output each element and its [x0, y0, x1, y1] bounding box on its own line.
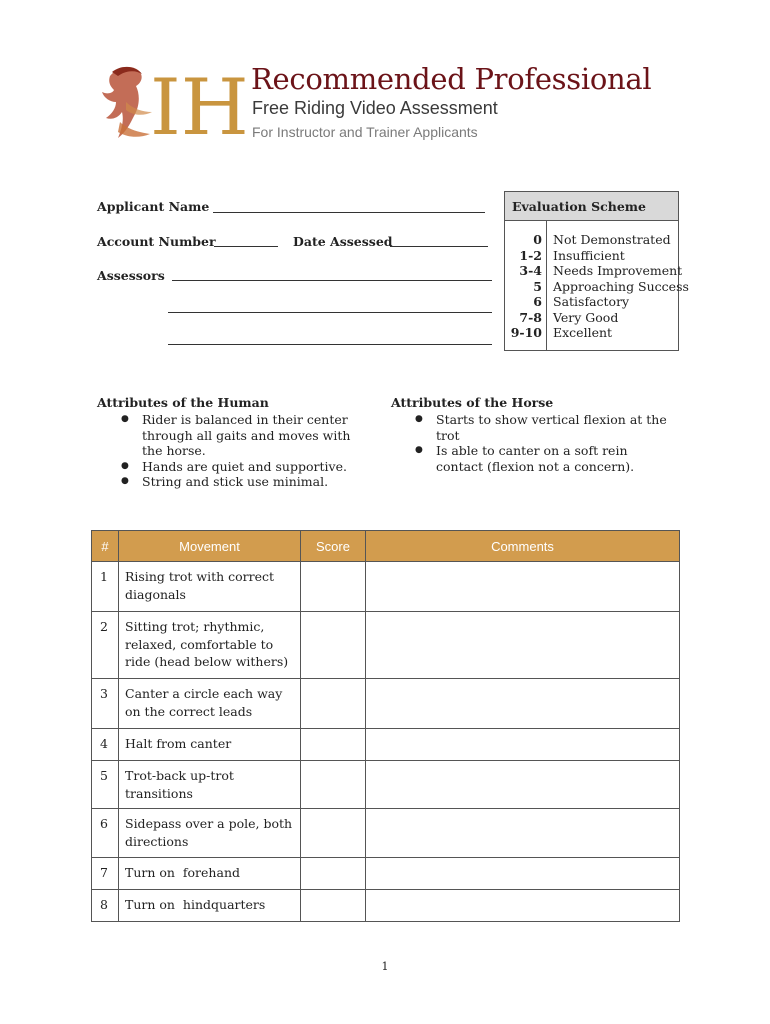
eval-score-0: 0	[533, 232, 542, 247]
table-row	[92, 890, 680, 922]
row-number: 6	[92, 809, 119, 858]
date-assessed-field[interactable]	[390, 246, 488, 247]
movement-cell: Sidepass over a pole, both directions	[119, 809, 301, 858]
row-number: 2	[92, 612, 119, 679]
score-cell[interactable]	[301, 729, 366, 761]
eval-score-1: 1-2	[519, 248, 542, 263]
score-cell[interactable]	[301, 890, 366, 922]
col-header-comments: Comments	[366, 531, 680, 562]
account-number-label: Account Number	[97, 234, 216, 249]
movement-cell: Rising trot with correct diagonals	[119, 562, 301, 612]
score-cell[interactable]	[301, 612, 366, 679]
table-row	[92, 729, 680, 761]
human-attributes-list	[118, 412, 358, 490]
comments-cell[interactable]	[366, 612, 680, 679]
date-assessed-label: Date Assessed	[293, 234, 393, 249]
assessor-field-3[interactable]	[168, 344, 492, 345]
page-number: 1	[381, 960, 389, 973]
row-number: 3	[92, 679, 119, 729]
table-row	[92, 809, 680, 858]
page-title: Recommended Professional	[251, 62, 652, 96]
comments-cell[interactable]	[366, 679, 680, 729]
logo	[96, 62, 246, 144]
eval-label-4: Satisfactory	[553, 294, 630, 309]
assessor-field-1[interactable]	[172, 280, 492, 281]
score-cell[interactable]	[301, 679, 366, 729]
table-row	[92, 761, 680, 809]
table-row	[92, 679, 680, 729]
movement-cell: Turn on forehand	[119, 858, 301, 890]
movement-cell: Halt from canter	[119, 729, 301, 761]
page-subtitle: Free Riding Video Assessment	[252, 98, 498, 118]
row-number: 8	[92, 890, 119, 922]
comments-cell[interactable]	[366, 729, 680, 761]
score-cell[interactable]	[301, 858, 366, 890]
col-header-num: #	[92, 531, 119, 562]
eval-score-4: 6	[533, 294, 542, 309]
col-header-movement: Movement	[119, 531, 301, 562]
score-cell[interactable]	[301, 809, 366, 858]
applicant-name-label: Applicant Name	[97, 199, 210, 214]
comments-cell[interactable]	[366, 890, 680, 922]
row-number: 7	[92, 858, 119, 890]
list-item: ● Hands are quiet and supportive.	[118, 459, 358, 475]
movement-cell: Canter a circle each way on the correct leads	[119, 679, 301, 729]
eval-label-1: Insufficient	[553, 248, 625, 263]
movement-cell: Turn on hindquarters	[119, 890, 301, 922]
table-row	[92, 562, 680, 612]
horse-attributes-title: Attributes of the Horse	[391, 395, 554, 410]
eval-label-6: Excellent	[553, 325, 613, 340]
comments-cell[interactable]	[366, 761, 680, 809]
row-number: 5	[92, 761, 119, 809]
eval-label-2: Needs Improvement	[553, 263, 683, 278]
table-row	[92, 612, 680, 679]
human-attributes-title: Attributes of the Human	[97, 395, 269, 410]
movement-table	[91, 530, 680, 922]
score-cell[interactable]	[301, 761, 366, 809]
eval-score-3: 5	[533, 279, 542, 294]
list-item: ● Rider is balanced in their center through all gaits and moves with the horse.	[118, 412, 358, 459]
list-item: ● Starts to show vertical flexion at the trot	[412, 412, 672, 443]
evaluation-scheme-title: Evaluation Scheme	[505, 192, 678, 221]
table-row	[92, 858, 680, 890]
eval-label-3: Approaching Success	[553, 279, 689, 294]
applicant-name-field[interactable]	[213, 212, 485, 213]
row-number: 1	[92, 562, 119, 612]
movement-cell: Trot-back up-trot transitions	[119, 761, 301, 809]
movement-cell: Sitting trot; rhythmic, relaxed, comfortable to ride (head below withers)	[119, 612, 301, 679]
evaluation-scheme-divider	[546, 221, 547, 350]
col-header-score: Score	[301, 531, 366, 562]
comments-cell[interactable]	[366, 562, 680, 612]
comments-cell[interactable]	[366, 858, 680, 890]
eval-score-6: 9-10	[510, 325, 542, 340]
horse-logo-icon	[96, 62, 246, 144]
account-number-field[interactable]	[214, 246, 278, 247]
row-number: 4	[92, 729, 119, 761]
horse-attributes-list	[412, 412, 672, 474]
eval-label-5: Very Good	[553, 310, 619, 325]
assessor-field-2[interactable]	[168, 312, 492, 313]
score-cell[interactable]	[301, 562, 366, 612]
list-item: ● Is able to canter on a soft rein contact (flexion not a concern).	[412, 443, 672, 474]
svg-text:IH: IH	[150, 63, 246, 144]
assessors-label: Assessors	[97, 268, 165, 283]
eval-score-2: 3-4	[519, 263, 542, 278]
eval-score-5: 7-8	[519, 310, 542, 325]
eval-label-0: Not Demonstrated	[553, 232, 671, 247]
audience-subtitle: For Instructor and Trainer Applicants	[252, 124, 478, 140]
comments-cell[interactable]	[366, 809, 680, 858]
table-header-row	[92, 531, 680, 562]
list-item: ● String and stick use minimal.	[118, 474, 358, 490]
